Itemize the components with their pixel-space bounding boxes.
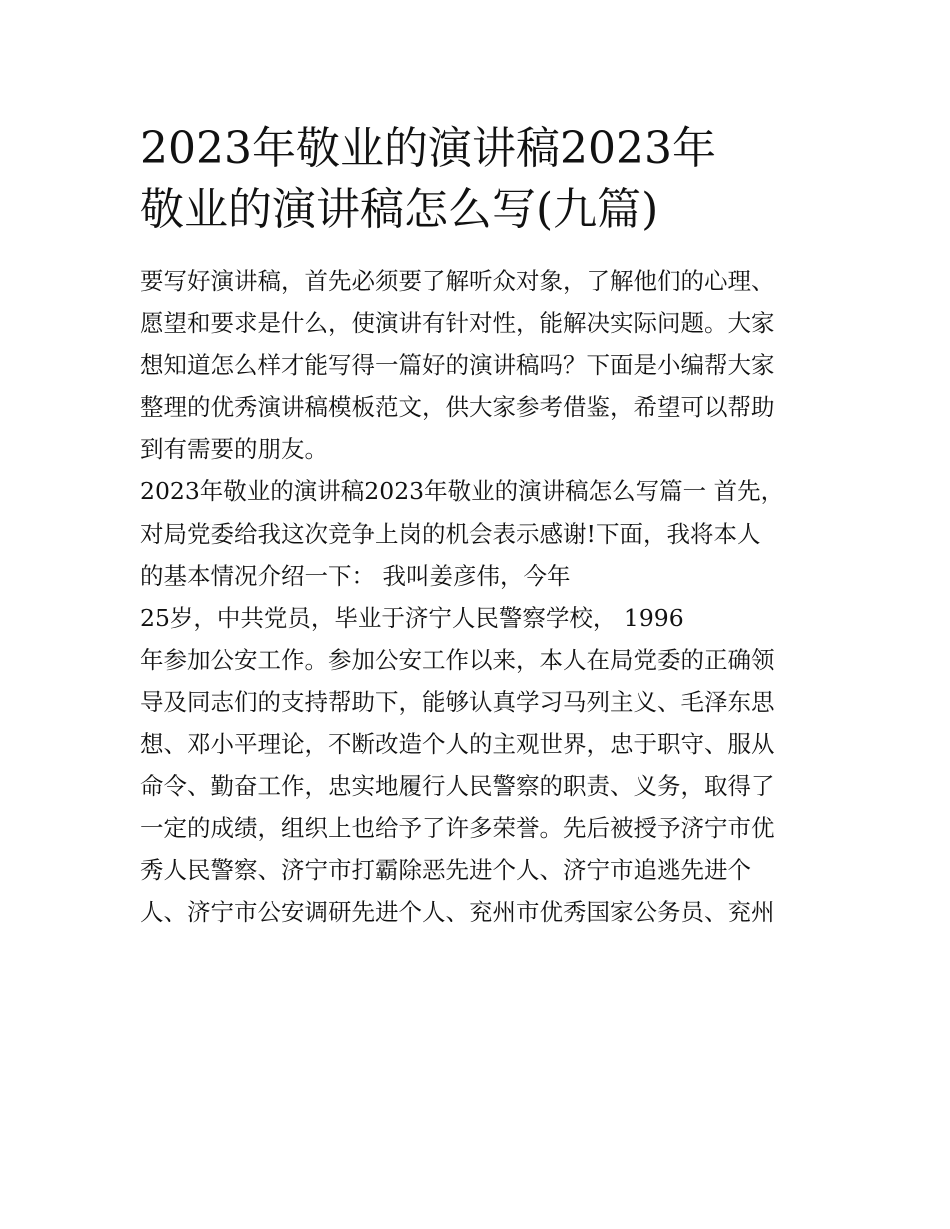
body-line: 要写好演讲稿，首先必须要了解听众对象，了解他们的心理、 — [140, 267, 775, 295]
body-line: 命令、勤奋工作，忠实地履行人民警察的职责、义务，取得了 — [140, 772, 775, 801]
document-title — [140, 118, 815, 240]
title-line-2: 敬业的演讲稿怎么写(九篇) — [140, 184, 659, 235]
body-line: 一定的成绩，组织上也给予了许多荣誉。先后被授予济宁市优 — [140, 814, 775, 843]
body-line: 愿望和要求是什么，使演讲有针对性，能解决实际问题。大家 — [140, 309, 775, 338]
body-line: 人、济宁市公安调研先进个人、兖州市优秀国家公务员、兖州 — [140, 898, 775, 927]
title-line-1: 2023年敬业的演讲稿2023年 — [140, 123, 716, 174]
body-line: 2023年敬业的演讲稿2023年敬业的演讲稿怎么写篇一 首先， — [140, 477, 785, 506]
body-line: 想、邓小平理论，不断改造个人的主观世界，忠于职守、服从 — [140, 730, 775, 759]
body-line: 整理的优秀演讲稿模板范文，供大家参考借鉴，希望可以帮助 — [140, 393, 775, 422]
body-line: 对局党委给我这次竞争上岗的机会表示感谢!下面，我将本人 — [140, 519, 761, 548]
body-line: 导及同志们的支持帮助下，能够认真学习马列主义、毛泽东思 — [140, 687, 775, 716]
document-page — [140, 118, 815, 934]
body-line: 年参加公安工作。参加公安工作以来，本人在局党委的正确领 — [140, 645, 775, 674]
body-line: 的基本情况介绍一下： 我叫姜彦伟，今年 — [140, 561, 571, 590]
body-line: 秀人民警察、济宁市打霸除恶先进个人、济宁市追逃先进个 — [140, 856, 751, 885]
body-line: 25岁，中共党员，毕业于济宁人民警察学校， 1996 — [140, 603, 684, 632]
document-body — [140, 260, 815, 934]
body-line: 想知道怎么样才能写得一篇好的演讲稿吗？下面是小编帮大家 — [140, 351, 775, 380]
body-line: 到有需要的朋友。 — [140, 435, 328, 464]
